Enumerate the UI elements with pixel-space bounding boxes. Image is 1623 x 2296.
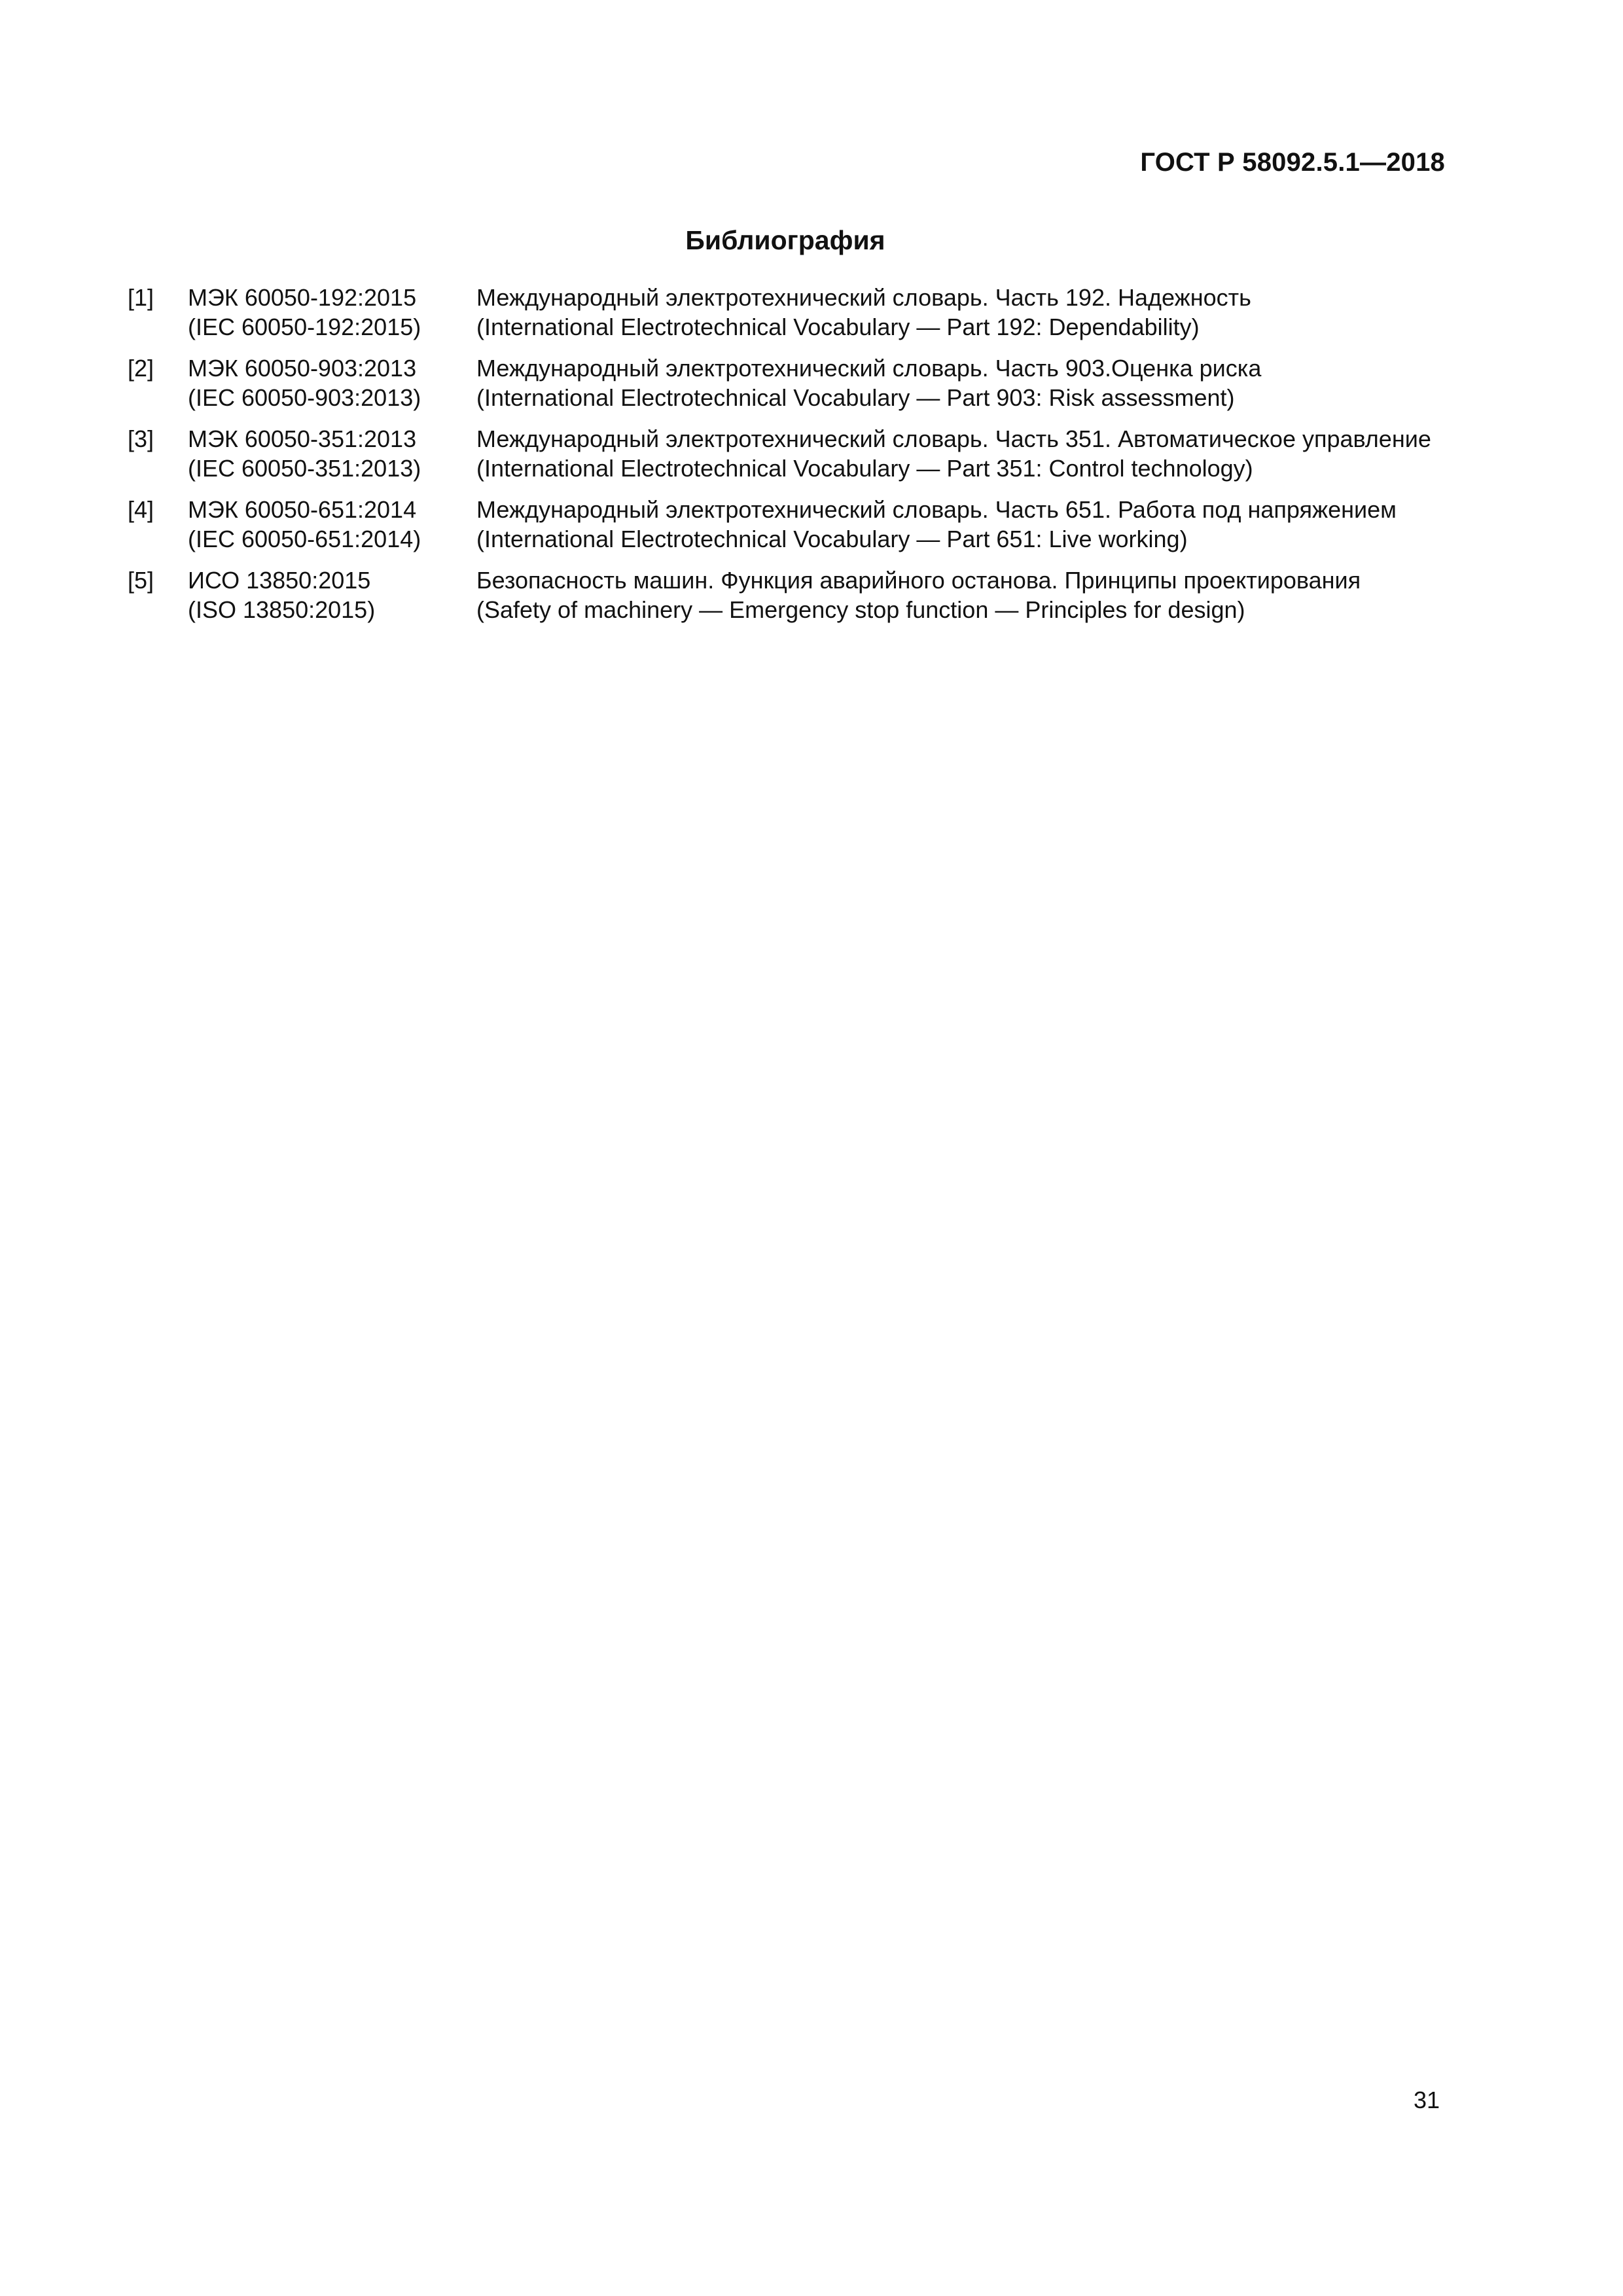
standard-designation-en: (IEC 60050-903:2013) [188,384,421,411]
standard-designation-ru: ИСО 13850:2015 [188,567,371,594]
bibliography-entry [128,495,1433,554]
standard-designation-ru: МЭК 60050-651:2014 [188,496,417,523]
standard-title-en: (International Electrotechnical Vocabulary — Part 651: Live working) [476,526,1188,552]
standard-designation-en: (ISO 13850:2015) [188,596,376,623]
standard-title-ru: Международный электротехнический словарь. Часть 651. Работа под напряжением [476,496,1397,523]
standard-title-en: (Safety of machinery — Emergency stop function — Principles for design) [476,596,1245,623]
bibliography-list [128,283,1433,636]
standard-designation-ru: МЭК 60050-903:2013 [188,355,417,382]
bibliography-entry [128,283,1433,342]
standard-title-ru: Международный электротехнический словарь. Часть 351. Автоматическое управление [476,425,1431,452]
bibliography-entry [128,424,1433,483]
bibliography-entry [128,353,1433,412]
standard-title-en: (International Electrotechnical Vocabulary — Part 192: Dependability) [476,314,1200,340]
entry-number: [5] [128,567,154,594]
standard-designation-en: (IEC 60050-351:2013) [188,455,421,482]
entry-number: [3] [128,425,154,452]
standard-title-ru: Международный электротехнический словарь. Часть 192. Надежность [476,284,1251,311]
standard-designation-en: (IEC 60050-651:2014) [188,526,421,552]
bibliography-title: Библиография [685,225,885,255]
entry-number: [1] [128,284,154,311]
standard-designation-ru: МЭК 60050-192:2015 [188,284,417,311]
standard-title-en: (International Electrotechnical Vocabulary — Part 903: Risk assessment) [476,384,1235,411]
bibliography-entry [128,565,1433,624]
page-number: 31 [1413,2087,1440,2113]
document-code: ГОСТ Р 58092.5.1—2018 [1140,148,1445,177]
standard-title-ru: Международный электротехнический словарь. Часть 903.Оценка риска [476,355,1262,382]
standard-designation-ru: МЭК 60050-351:2013 [188,425,417,452]
entry-number: [2] [128,355,154,382]
entry-number: [4] [128,496,154,523]
standard-title-en: (International Electrotechnical Vocabulary — Part 351: Control technology) [476,455,1253,482]
standard-title-ru: Безопасность машин. Функция аварийного останова. Принципы проектирования [476,567,1361,594]
standard-designation-en: (IEC 60050-192:2015) [188,314,421,340]
